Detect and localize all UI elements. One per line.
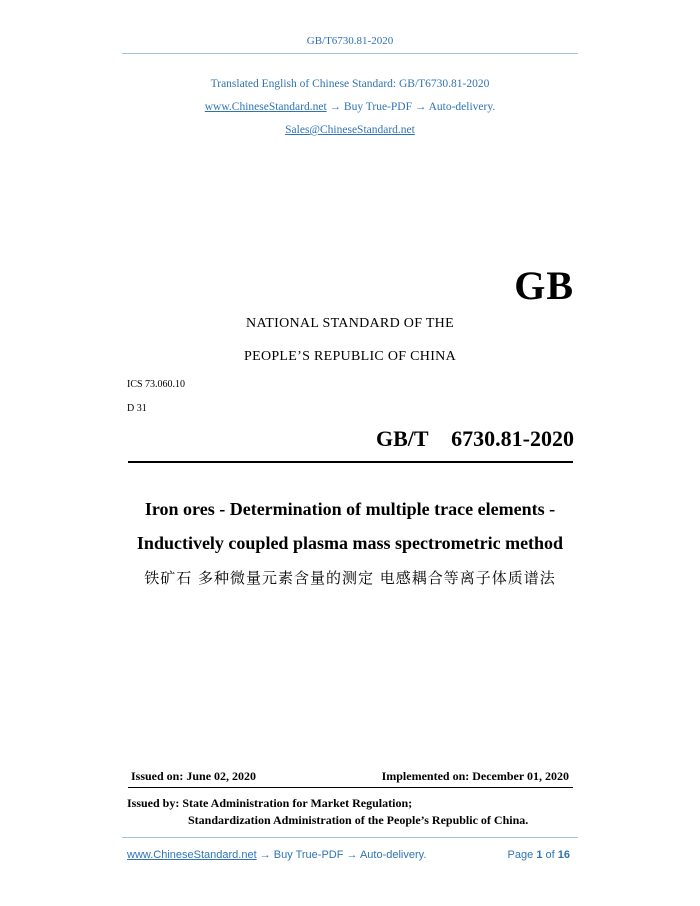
issue-rule	[128, 787, 573, 788]
title-chinese: 铁矿石 多种微量元素含量的测定 电感耦合等离子体质谱法	[144, 569, 556, 587]
page-indicator	[508, 849, 570, 861]
promo-email-line	[0, 124, 700, 136]
promo-buy-line	[0, 101, 700, 113]
ics-code: ICS 73.060.10	[127, 379, 186, 390]
national-standard-line2: PEOPLE’S REPUBLIC OF CHINA	[244, 349, 456, 364]
page-of: of	[545, 849, 555, 861]
footer-site-link[interactable]: www.ChineseStandard.net	[127, 849, 257, 861]
running-header: GB/T6730.81-2020	[306, 35, 394, 47]
promo-buy-text: → Buy True-PDF → Auto-delivery.	[329, 101, 496, 113]
issued-by-line1: Issued by: State Administration for Market Regulation;	[127, 796, 413, 810]
title-line1: Iron ores - Determination of multiple trace elements -	[144, 499, 556, 519]
page-total: 16	[557, 849, 570, 861]
footer-buy-text: → Buy True-PDF → Auto-delivery.	[256, 849, 427, 861]
header-rule	[122, 53, 578, 54]
page-current: 1	[536, 849, 543, 861]
title-line2: Inductively coupled plasma mass spectrometric method	[136, 533, 564, 553]
issued-on: Issued on: June 02, 2020	[131, 769, 257, 783]
promo-translation-line: Translated English of Chinese Standard: GB/T6730.81-2020	[210, 78, 490, 90]
title-rule	[128, 461, 573, 463]
footer-buy-line	[127, 849, 426, 861]
promo-site-link[interactable]: www.ChineseStandard.net	[204, 101, 327, 113]
footer-rule	[122, 837, 578, 838]
national-standard-line1: NATIONAL STANDARD OF THE	[246, 316, 454, 331]
issued-by-line2: Standardization Administration of the People’s Republic of China.	[188, 813, 529, 827]
ccs-code: D 31	[127, 403, 147, 414]
gb-mark: GB	[514, 263, 574, 308]
promo-email-link[interactable]: Sales@ChineseStandard.net	[285, 124, 415, 136]
implemented-on: Implemented on: December 01, 2020	[381, 769, 569, 783]
page-label: Page	[507, 849, 534, 861]
standard-number: GB/T 6730.81-2020	[375, 426, 574, 451]
